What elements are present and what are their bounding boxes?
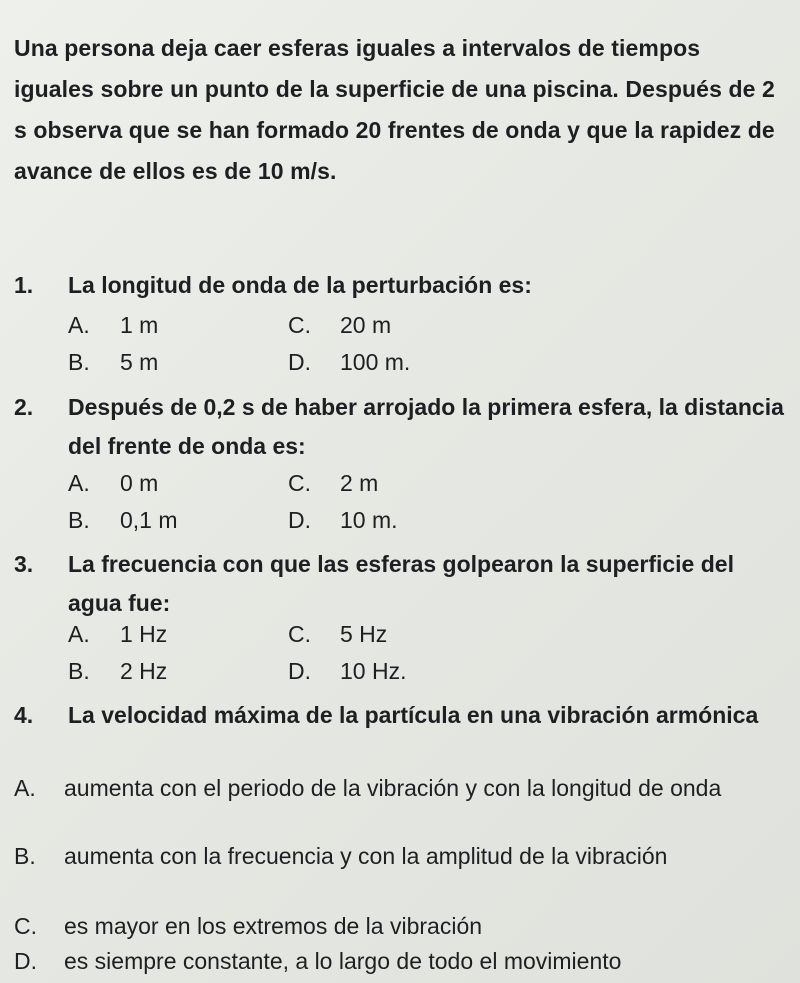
- q2-option-a-text: 0 m: [120, 470, 159, 496]
- problem-statement: Una persona deja caer esferas iguales a intervalos de tiempos iguales sobre un punto de la superficie de una piscina. Después de 2 s observa que se han formado 20 frentes de onda y que la rapidez de avance de ellos es de 10 m/s.: [14, 35, 775, 184]
- q3-option-b[interactable]: [68, 656, 167, 686]
- question-4-number: 4.: [14, 702, 34, 728]
- q2-option-d-letter: D.: [288, 507, 311, 533]
- question-4: [0, 696, 800, 776]
- q1-option-b-text: 5 m: [120, 349, 159, 375]
- q1-option-a[interactable]: [68, 310, 158, 340]
- q2-option-a-letter: A.: [68, 470, 90, 496]
- q3-option-d-text: 10 Hz.: [340, 658, 407, 684]
- q3-option-b-letter: B.: [68, 658, 90, 684]
- q2-option-a[interactable]: [68, 468, 158, 498]
- q1-option-d-letter: D.: [288, 349, 311, 375]
- q3-option-a[interactable]: [68, 619, 167, 649]
- q4-option-c-letter: C.: [14, 913, 37, 939]
- q3-option-d-letter: D.: [288, 658, 311, 684]
- q1-option-c-text: 20 m: [340, 312, 392, 338]
- q2-option-c-letter: C.: [288, 470, 311, 496]
- q3-option-d[interactable]: [288, 656, 406, 686]
- q1-option-c-letter: C.: [288, 312, 311, 338]
- q1-option-d[interactable]: [288, 347, 410, 377]
- question-4-text: La velocidad máxima de la partícula en una vibración armónica: [68, 702, 759, 728]
- q3-option-b-text: 2 Hz: [120, 658, 168, 684]
- q2-option-c[interactable]: [288, 468, 378, 498]
- q2-option-d-text: 10 m.: [340, 507, 398, 533]
- q1-option-b-letter: B.: [68, 349, 90, 375]
- question-3-text: La frecuencia con que las esferas golpearon la superficie del agua fue:: [68, 551, 734, 616]
- q4-option-b-text: aumenta con la frecuencia y con la amplitud de la vibración: [64, 843, 668, 869]
- q4-option-d[interactable]: [14, 945, 784, 978]
- q3-option-c[interactable]: [288, 619, 387, 649]
- q3-option-a-text: 1 Hz: [120, 621, 168, 647]
- q3-option-c-text: 5 Hz: [340, 621, 388, 647]
- q2-option-b-text: 0,1 m: [120, 507, 178, 533]
- q4-option-b-letter: B.: [14, 843, 36, 869]
- q3-option-c-letter: C.: [288, 621, 311, 647]
- q1-option-c[interactable]: [288, 310, 391, 340]
- q2-option-b-letter: B.: [68, 507, 90, 533]
- question-2-number: 2.: [14, 394, 34, 420]
- q2-option-c-text: 2 m: [340, 470, 379, 496]
- q1-option-a-text: 1 m: [120, 312, 159, 338]
- question-1-number: 1.: [14, 272, 34, 298]
- q4-option-c[interactable]: [14, 910, 784, 943]
- q4-option-d-letter: D.: [14, 948, 37, 974]
- question-3: [0, 545, 800, 625]
- q3-option-a-letter: A.: [68, 621, 90, 647]
- q4-option-b[interactable]: [14, 840, 784, 906]
- question-3-number: 3.: [14, 551, 34, 577]
- q2-option-b[interactable]: [68, 505, 178, 535]
- question-2: [0, 388, 800, 468]
- q2-option-d[interactable]: [288, 505, 398, 535]
- q4-option-a-text: aumenta con el periodo de la vibración y con la longitud de onda: [64, 775, 722, 801]
- question-2-text: Después de 0,2 s de haber arrojado la primera esfera, la distancia del frente de onda es:: [68, 394, 784, 459]
- q4-option-a[interactable]: [14, 772, 784, 838]
- q4-option-d-text: es siempre constante, a lo largo de todo el movimiento: [64, 948, 622, 974]
- q4-option-a-letter: A.: [14, 775, 36, 801]
- question-1: [0, 266, 800, 306]
- question-1-text: La longitud de onda de la perturbación es:: [68, 272, 532, 298]
- q1-option-b[interactable]: [68, 347, 158, 377]
- q4-option-c-text: es mayor en los extremos de la vibración: [64, 913, 483, 939]
- q1-option-d-text: 100 m.: [340, 349, 411, 375]
- q1-option-a-letter: A.: [68, 312, 90, 338]
